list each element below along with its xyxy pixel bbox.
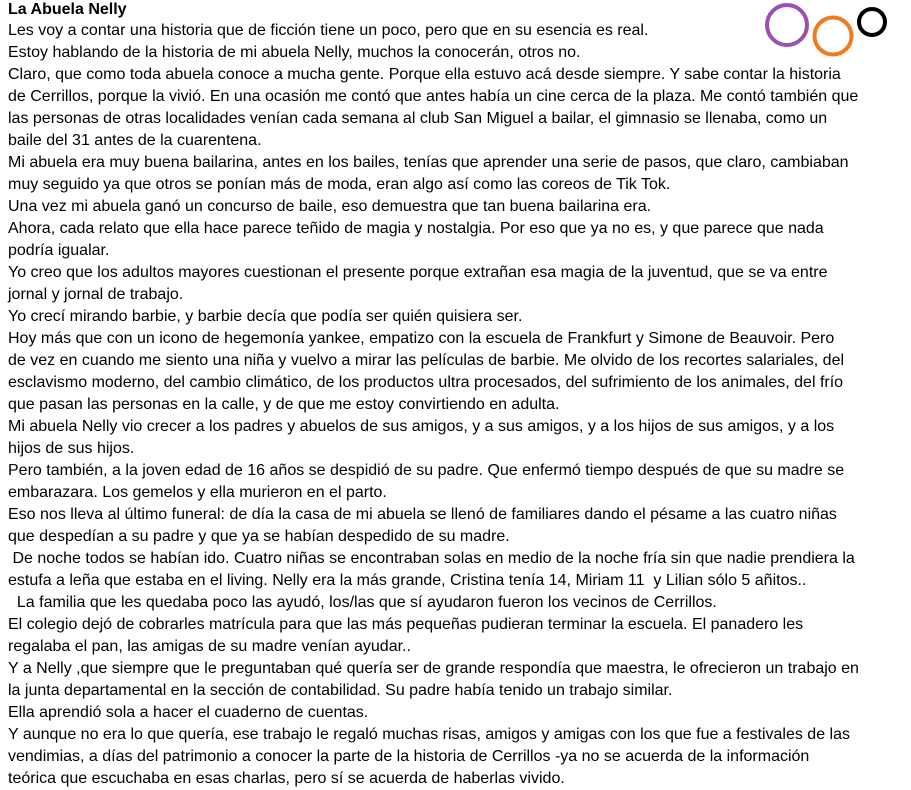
- text-line: Yo creo que los adultos mayores cuestionan el presente porque extrañan esa magia de la juventud, que se va entre: [8, 264, 828, 281]
- text-line: Ella aprendió sola a hacer el cuaderno de cuentas.: [8, 704, 369, 721]
- text-line: Mi abuela era muy buena bailarina, antes en los bailes, tenías que aprender una serie de pasos, que claro, cambiaban: [8, 154, 849, 171]
- document-body: [8, 20, 906, 790]
- text-line: La familia que les quedaba poco las ayudó, los/las que sí ayudaron fueron los vecinos de Cerrillos.: [8, 594, 717, 611]
- text-line: de vez en cuando me siento una niña y vuelvo a mirar las películas de barbie. Me olvido de los recortes salariales, del: [8, 352, 845, 369]
- paragraph: [8, 592, 906, 614]
- text-line: que pasan las personas en la calle, y de que me estoy convirtiendo en adulta.: [8, 396, 560, 413]
- text-line: Pero también, a la joven edad de 16 años se despidió de su padre. Que enfermó tiempo después de que su madre se: [8, 462, 845, 479]
- text-line: regalaba el pan, las amigas de su madre venían ayudar..: [8, 638, 411, 655]
- paragraph: [8, 64, 906, 152]
- text-line: que despedían a su padre y que ya se habían despedido de su madre.: [8, 528, 510, 545]
- text-line: Les voy a contar una historia que de ficción tiene un poco, pero que en su esencia es real.: [8, 22, 649, 39]
- text-line: baile del 31 antes de la cuarentena.: [8, 132, 262, 149]
- paragraph: [8, 724, 906, 790]
- paragraph: [8, 614, 906, 658]
- text-line: Eso nos lleva al último funeral: de día la casa de mi abuela se llenó de familiares dando el pésame a las cuatro niñas: [8, 506, 837, 523]
- paragraph: [8, 460, 906, 504]
- text-line: Claro, que como toda abuela conoce a mucha gente. Porque ella estuvo acá desde siempre. Y sabe contar la historia: [8, 66, 841, 83]
- text-line: muy seguido ya que otros se ponían más de moda, eran algo así como las coreos de Tik Tok.: [8, 176, 671, 193]
- paragraph: [8, 262, 906, 306]
- text-line: las personas de otras localidades venían cada semana al club San Miguel a bailar, el gimnasio se llenaba, como un: [8, 110, 828, 127]
- document-page: [8, 0, 906, 790]
- paragraph: [8, 328, 906, 416]
- text-line: esclavismo moderno, del cambio climático, de los productos ultra procesados, del sufrimiento de los animales, del frío: [8, 374, 844, 391]
- paragraph: [8, 504, 906, 548]
- text-line: estufa a leña que estaba en el living. Nelly era la más grande, Cristina tenía 14, Miriam 11 y Lilian sólo 5 añitos..: [8, 572, 807, 589]
- paragraph: [8, 306, 906, 328]
- paragraph: [8, 42, 906, 64]
- text-line: Una vez mi abuela ganó un concurso de baile, eso demuestra que tan buena bailarina era.: [8, 198, 652, 215]
- paragraph: [8, 658, 906, 702]
- text-line: Hoy más que con un icono de hegemonía yankee, empatizo con la escuela de Frankfurt y Simone de Beauvoir. Pero: [8, 330, 835, 347]
- text-line: vendimias, a días del patrimonio a conocer la parte de la historia de Cerrillos -ya no se acuerda de la información: [8, 748, 810, 765]
- text-line: la junta departamental en la sección de contabilidad. Su padre había tenido un trabajo similar.: [8, 682, 673, 699]
- text-line: Y a Nelly ,que siempre que le preguntaban qué quería ser de grande respondía que maestra, le ofrecieron un trabajo en: [8, 660, 859, 677]
- text-line: Yo crecí mirando barbie, y barbie decía que podía ser quién quisiera ser.: [8, 308, 523, 325]
- text-line: de Cerrillos, porque la vivió. En una ocasión me contó que antes había un cine cerca de la plaza. Me contó también que: [8, 88, 859, 105]
- text-line: De noche todos se habían ido. Cuatro niñas se encontraban solas en medio de la noche fría sin que nadie prendiera la: [8, 550, 855, 567]
- text-line: hijos de sus hijos.: [8, 440, 135, 457]
- paragraph: [8, 548, 906, 592]
- paragraph: [8, 196, 906, 218]
- paragraph: [8, 416, 906, 460]
- text-line: El colegio dejó de cobrarles matrícula para que las más pequeñas pudieran terminar la escuela. El panadero les: [8, 616, 804, 633]
- text-line: podría igualar.: [8, 242, 110, 259]
- paragraph: [8, 152, 906, 196]
- document-title: La Abuela Nelly: [8, 1, 127, 18]
- paragraph: [8, 218, 906, 262]
- paragraph: [8, 20, 906, 42]
- paragraph: [8, 702, 906, 724]
- text-line: Y aunque no era lo que quería, ese trabajo le regaló muchas risas, amigos y amigas con los que fue a festivales de las: [8, 726, 850, 743]
- text-line: jornal y jornal de trabajo.: [8, 286, 184, 303]
- text-line: teórica que escuchaba en esas charlas, pero sí se acuerda de haberlas vivido.: [8, 770, 565, 787]
- text-line: embarazara. Los gemelos y ella murieron en el parto.: [8, 484, 387, 501]
- text-line: Ahora, cada relato que ella hace parece teñido de magia y nostalgia. Por eso que ya no es, y que parece que nada: [8, 220, 824, 237]
- text-line: Mi abuela Nelly vio crecer a los padres y abuelos de sus amigos, y a sus amigos, y a los hijos de sus amigos, y a los: [8, 418, 835, 435]
- text-line: Estoy hablando de la historia de mi abuela Nelly, muchos la conocerán, otros no.: [8, 44, 581, 61]
